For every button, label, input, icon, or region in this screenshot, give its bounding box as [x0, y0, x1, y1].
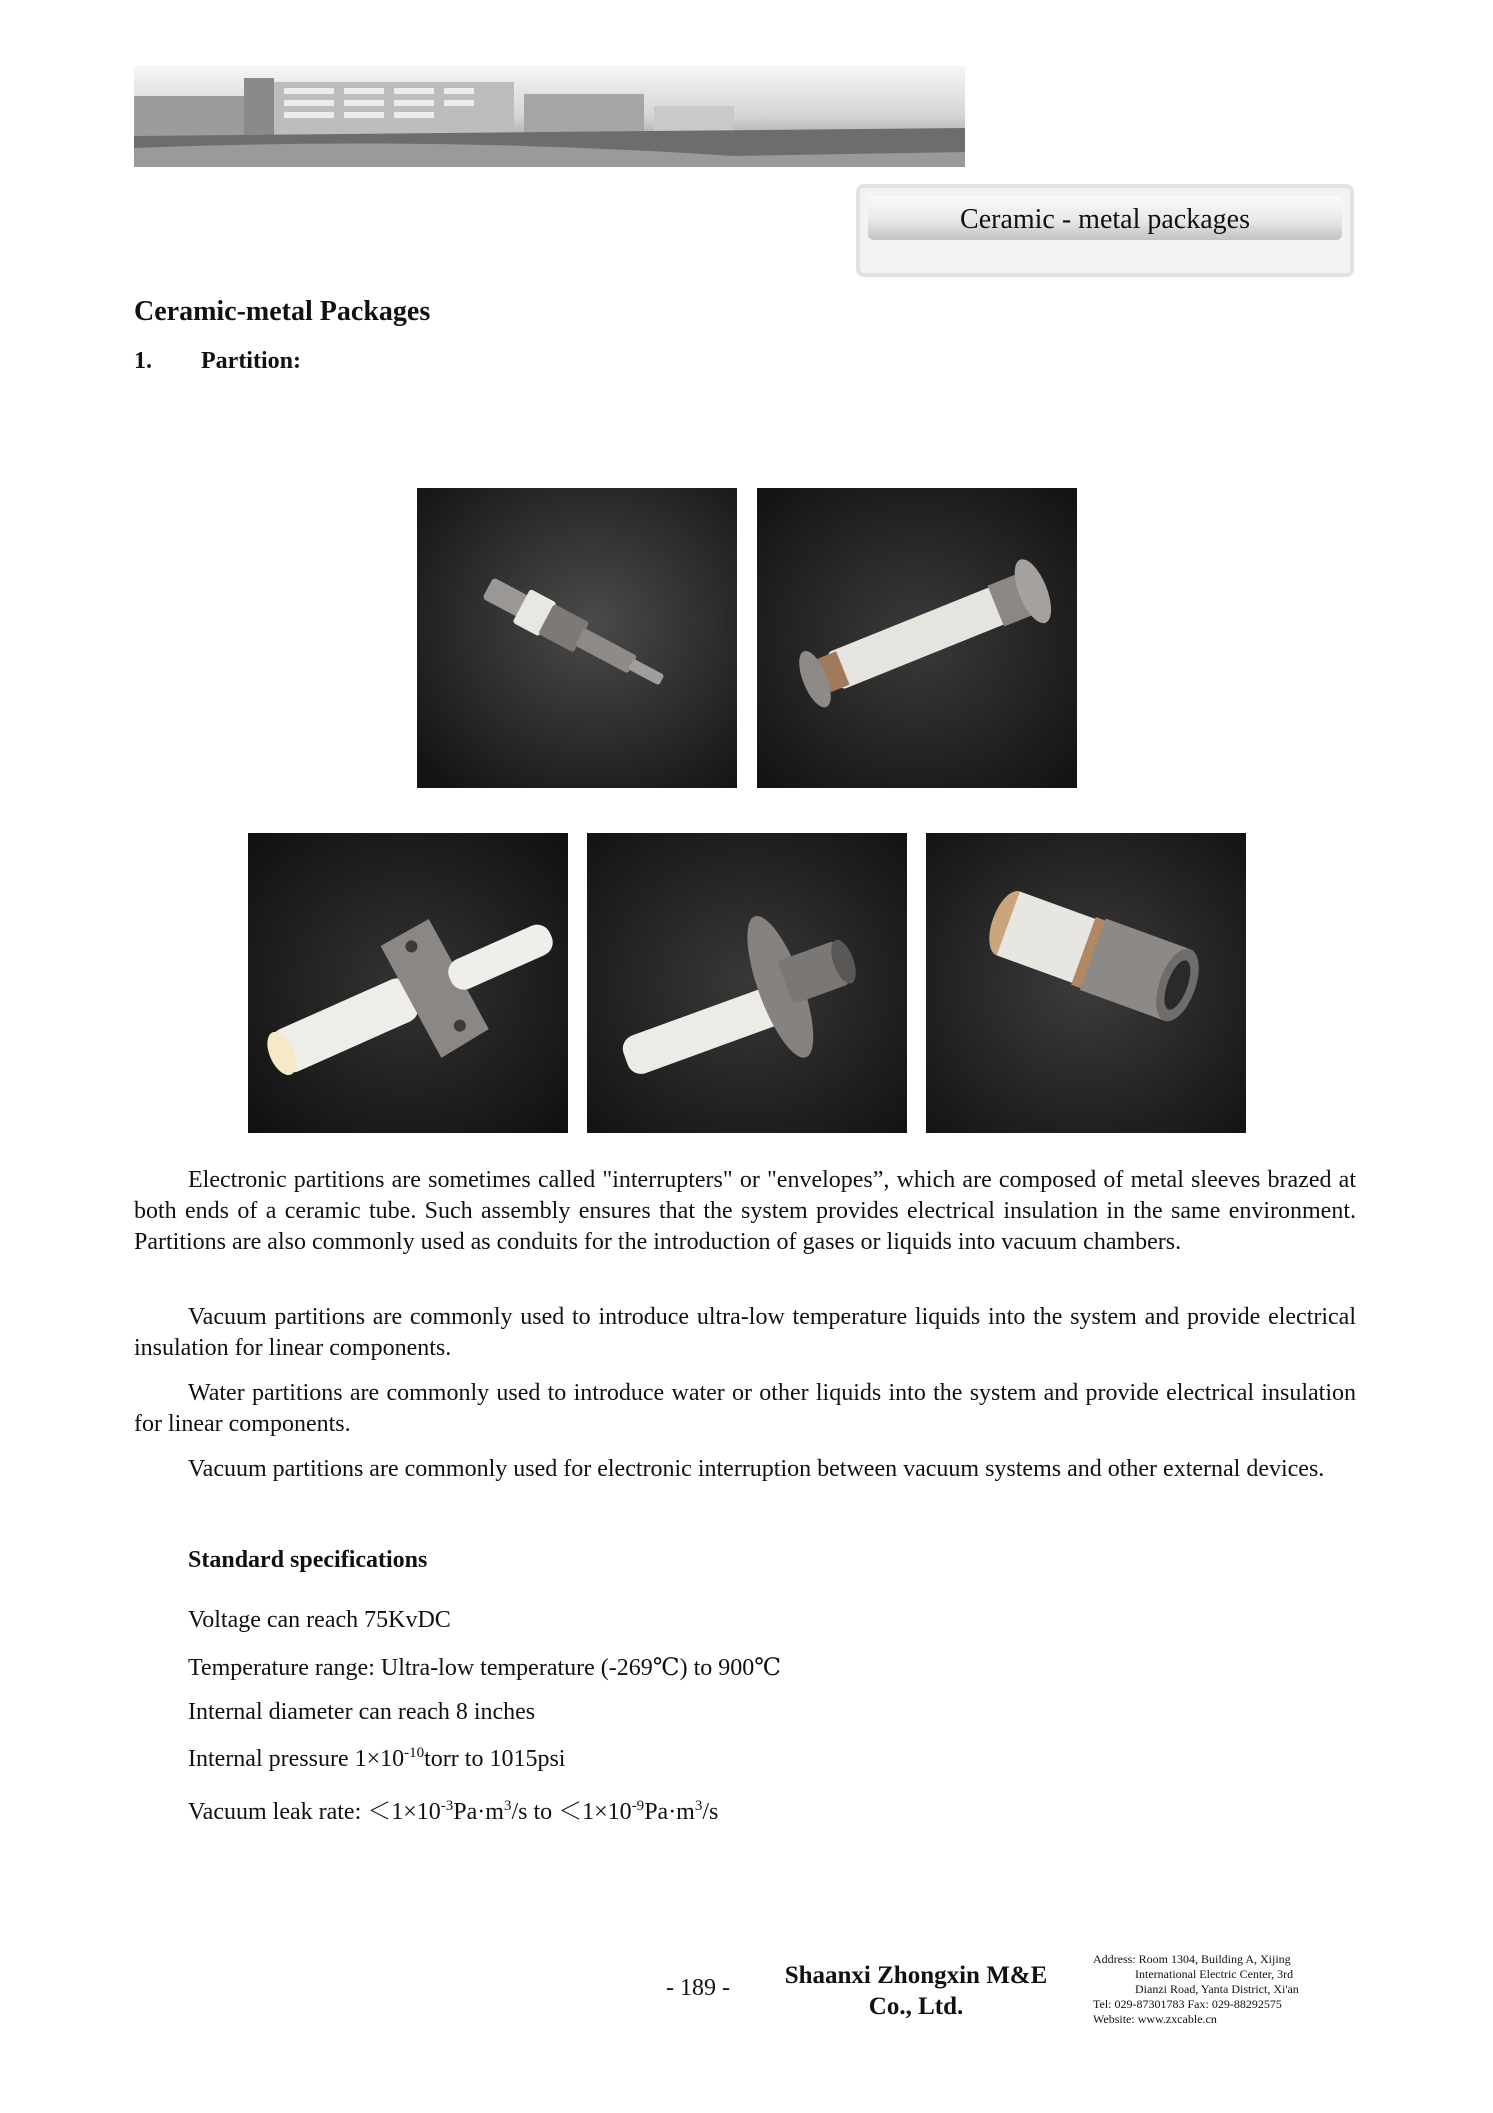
contact-block: [1093, 1952, 1343, 2027]
photo-partition-round-flange: [587, 833, 907, 1133]
spec-voltage: Voltage can reach 75KvDC: [188, 1607, 451, 1633]
spec-leak-rate-exponent: -3: [440, 1798, 454, 1814]
page-title: Ceramic-metal Packages: [134, 296, 431, 327]
spec-leak-rate-text: Pa·m: [453, 1799, 504, 1825]
spec-pressure: [188, 1745, 565, 1773]
company-name: [766, 1960, 1066, 2022]
header-building-banner: [134, 66, 965, 167]
contact-address: International Electric Center, 3rd: [1135, 1967, 1294, 1981]
body-paragraph: Vacuum partitions are commonly used for electronic interruption between vacuum systems and other external devices.: [188, 1456, 1325, 1482]
spec-leak-rate-exponent: 3: [694, 1798, 703, 1814]
company-name-line: Co., Ltd.: [868, 1993, 964, 2020]
body-paragraph: Vacuum partitions are commonly used to introduce ultra-low temperature liquids into the system and provide electrical insulation for linear components.: [134, 1304, 1356, 1361]
photo-partition-diamond-flange: [248, 833, 568, 1133]
spec-pressure-prefix: Internal pressure 1×10: [188, 1746, 405, 1772]
photo-partition-stepped-pin: [417, 488, 737, 788]
spec-pressure-exponent: -10: [404, 1745, 425, 1761]
photo-partition-sleeve-tube: [926, 833, 1246, 1133]
body-paragraph: Electronic partitions are sometimes called "interrupters" or "envelopes”, which are composed of metal sleeves brazed at both ends of a ceramic tube. Such assembly ensures that the system provides electrical insulation in the same environment. Partitions are also commonly used as conduits for the introduction of gases or liquids into vacuum chambers.: [134, 1167, 1356, 1255]
page-number: - 189 -: [666, 1975, 730, 2001]
section-tab-label: Ceramic - metal packages: [868, 196, 1342, 240]
spec-leak-rate-text: /s: [702, 1799, 719, 1825]
spec-pressure-suffix: torr to 1015psi: [424, 1746, 566, 1772]
spec-leak-rate-text: /s to ＜1×10: [511, 1799, 632, 1825]
specs-heading: Standard specifications: [188, 1547, 428, 1573]
contact-address: Address: Room 1304, Building A, Xijing: [1093, 1952, 1291, 1966]
company-name-line: Shaanxi Zhongxin M&E: [784, 1962, 1048, 1989]
contact-website: Website: www.zxcable.cn: [1093, 2012, 1217, 2026]
contact-phone-fax: Tel: 029-87301783 Fax: 029-88292575: [1093, 1997, 1282, 2011]
spec-leak-rate: [188, 1791, 718, 1826]
contact-address: Dianzi Road, Yanta District, Xi'an: [1135, 1982, 1299, 1996]
section-heading: Partition:: [201, 348, 301, 374]
body-paragraph: Water partitions are commonly used to introduce water or other liquids into the system and provide electrical insulation for linear components.: [134, 1380, 1356, 1437]
spec-leak-rate-exponent: 3: [503, 1798, 512, 1814]
section-tab: [856, 184, 1354, 277]
section-number: 1.: [134, 348, 152, 374]
spec-leak-rate-text: Vacuum leak rate: ＜1×10: [188, 1799, 441, 1825]
spec-temperature: Temperature range: Ultra-low temperature (-269℃) to 900℃: [188, 1655, 782, 1681]
spec-diameter: Internal diameter can reach 8 inches: [188, 1699, 536, 1725]
spec-leak-rate-text: Pa·m: [644, 1799, 695, 1825]
spec-leak-rate-exponent: -9: [631, 1798, 645, 1814]
photo-partition-ceramic-tube-flared: [757, 488, 1077, 788]
